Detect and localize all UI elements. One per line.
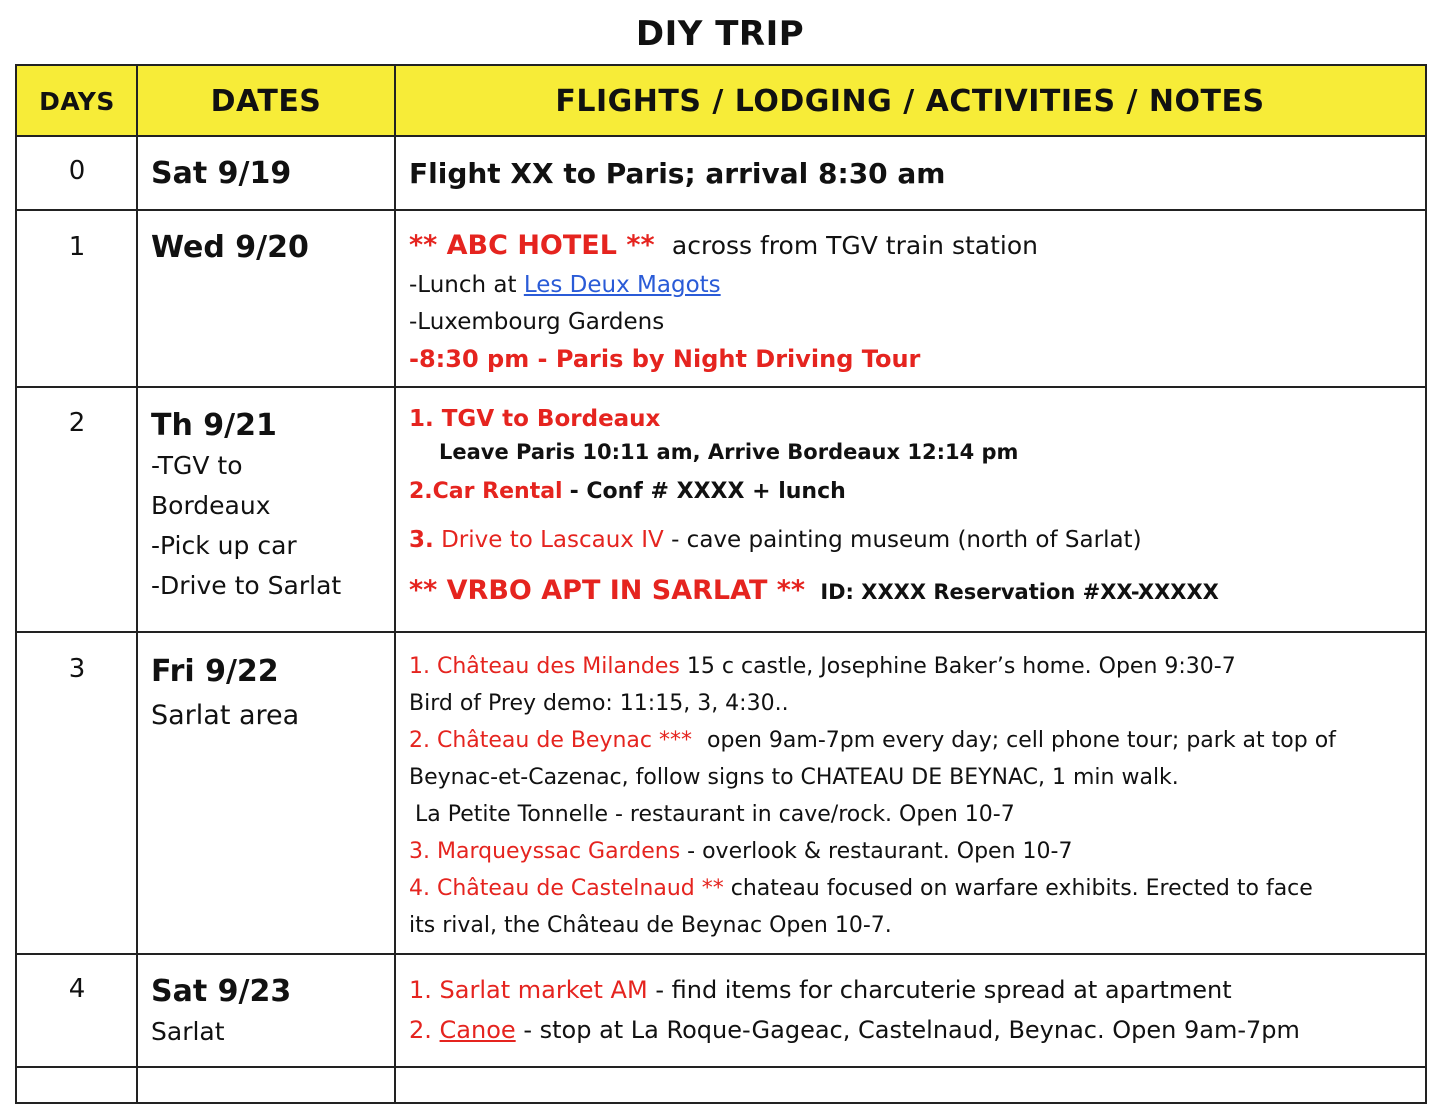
date-cell	[151, 154, 391, 194]
row-divider	[17, 631, 1425, 633]
gardens-line: -Luxembourg Gardens	[409, 309, 665, 335]
date-note: -Drive to Sarlat	[151, 571, 342, 600]
row-divider	[17, 135, 1425, 137]
date-cell	[151, 972, 391, 1052]
castelnaud-note: chateau focused on warfare exhibits. Erected to face	[730, 876, 1313, 901]
market-line	[409, 970, 1419, 1010]
bird-line: Bird of Prey demo: 11:15, 3, 4:30..	[409, 691, 789, 716]
beynac-line	[409, 722, 1419, 759]
notes-cell	[409, 154, 1419, 194]
beynac-title: 2. Château de Beynac ***	[409, 728, 693, 753]
date-note: Sarlat	[151, 1017, 225, 1046]
row-divider	[17, 953, 1425, 955]
row-divider	[17, 209, 1425, 211]
document-title: DIY TRIP	[635, 14, 805, 54]
castelnaud-title: 4. Château de Castelnaud **	[409, 876, 724, 901]
date-cell	[151, 652, 391, 740]
lascaux-title: Drive to Lascaux IV	[441, 527, 664, 553]
tgv-line: 1. TGV to Bordeaux	[409, 406, 661, 432]
table-header	[17, 66, 1425, 136]
row-divider	[17, 1066, 1425, 1068]
milandes-line	[409, 648, 1419, 685]
column-divider	[394, 66, 396, 1102]
hotel-name: ** ABC HOTEL **	[409, 230, 655, 261]
day-number: 0	[68, 156, 86, 186]
marqueyssac-title: 3. Marqueyssac Gardens	[409, 839, 681, 864]
canoe-line	[409, 1010, 1419, 1050]
date-label: Sat 9/23	[151, 974, 292, 1009]
day-number: 1	[68, 232, 86, 262]
car-conf: - Conf # XXXX + lunch	[569, 479, 846, 504]
header-notes: FLIGHTS / LODGING / ACTIVITIES / NOTES	[555, 83, 1265, 119]
canoe-number: 2.	[409, 1016, 432, 1044]
flight-info: Flight XX to Paris; arrival 8:30 am	[409, 157, 946, 190]
day-number: 4	[68, 974, 86, 1004]
beynac-line-2: Beynac-et-Cazenac, follow signs to CHATEAU DE BEYNAC, 1 min walk.	[409, 765, 1179, 790]
car-line	[409, 468, 1419, 516]
row-divider	[17, 386, 1425, 388]
date-note: -Pick up car	[151, 531, 297, 560]
notes-cell	[409, 970, 1419, 1050]
car-rental: 2.Car Rental	[409, 479, 563, 504]
lascaux-note: - cave painting museum (north of Sarlat)	[671, 527, 1142, 553]
hotel-note: across from TGV train station	[671, 231, 1038, 260]
date-label: Fri 9/22	[151, 654, 279, 689]
date-label: Sat 9/19	[151, 156, 292, 191]
market-title: 1. Sarlat market AM	[409, 976, 648, 1004]
marqueyssac-note: - overlook & restaurant. Open 10-7	[687, 839, 1073, 864]
vrbo-id: ID: XXXX Reservation #XX-XXXXX	[820, 580, 1219, 604]
header-days: DAYS	[39, 86, 115, 116]
tour-line: -8:30 pm - Paris by Night Driving Tour	[409, 345, 921, 373]
date-cell	[151, 228, 391, 268]
date-cell	[151, 406, 391, 606]
header-dates: DATES	[210, 83, 322, 119]
column-divider	[136, 66, 138, 1102]
date-label: Th 9/21	[151, 408, 277, 443]
les-deux-magots-link[interactable]: Les Deux Magots	[523, 272, 721, 298]
day-number: 3	[68, 654, 86, 684]
vrbo-title: ** VRBO APT IN SARLAT **	[409, 575, 805, 606]
notes-cell	[409, 226, 1419, 378]
date-note: Bordeaux	[151, 491, 271, 520]
day-number: 2	[68, 408, 86, 438]
marqueyssac-line	[409, 833, 1419, 870]
notes-cell	[409, 402, 1419, 619]
milandes-title: 1. Château des Milandes	[409, 654, 680, 679]
lascaux-number: 3.	[409, 527, 434, 553]
lunch-prefix: -Lunch at	[409, 272, 517, 298]
tgv-times: Leave Paris 10:11 am, Arrive Bordeaux 12:14 pm	[439, 440, 1019, 464]
date-label: Wed 9/20	[151, 230, 309, 265]
tonnelle-line: La Petite Tonnelle - restaurant in cave/rock. Open 10-7	[415, 802, 1015, 827]
canoe-link[interactable]: Canoe	[439, 1016, 516, 1044]
date-note: Sarlat area	[151, 700, 300, 731]
lascaux-line	[409, 516, 1419, 564]
notes-cell	[409, 648, 1419, 944]
castelnaud-line	[409, 870, 1419, 907]
market-note: - find items for charcuterie spread at apartment	[655, 976, 1232, 1004]
itinerary-table	[15, 64, 1427, 1104]
beynac-note: open 9am-7pm every day; cell phone tour; park at top of	[707, 728, 1336, 753]
castelnaud-line-2: its rival, the Château de Beynac Open 10-7.	[409, 913, 892, 938]
canoe-note: - stop at La Roque-Gageac, Castelnaud, Beynac. Open 9am-7pm	[523, 1016, 1300, 1044]
vrbo-line	[409, 564, 1419, 619]
milandes-note: 15 c castle, Josephine Baker’s home. Open 9:30-7	[686, 654, 1236, 679]
date-note: -TGV to	[151, 451, 243, 480]
hotel-line	[409, 226, 1419, 267]
lunch-line	[409, 267, 1419, 304]
